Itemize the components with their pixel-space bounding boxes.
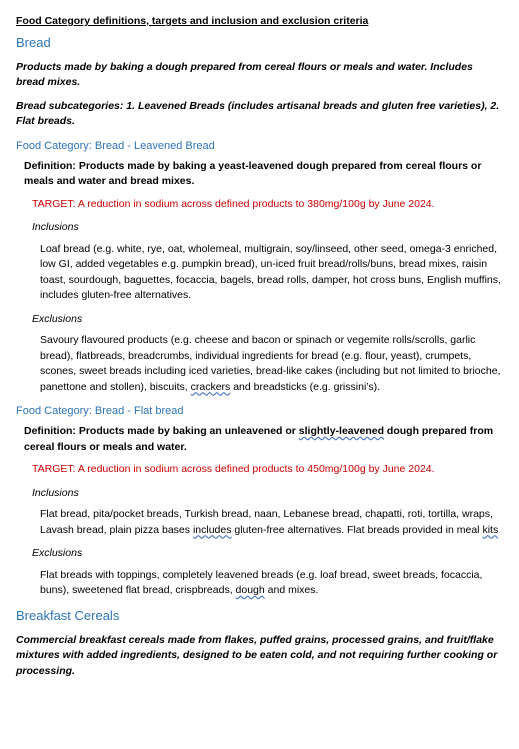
flat-definition — [24, 424, 501, 455]
leavened-target: TARGET: A reduction in sodium across defined products to 380mg/100g by June 2024. — [32, 197, 435, 210]
flat-definition-part-1: Definition: Products made by baking an unleavened or — [24, 425, 299, 437]
spellcheck-word-crackers[interactable]: crackers — [190, 380, 231, 393]
flat-exclusions-label: Exclusions — [32, 547, 83, 559]
flat-inclusions-part-2: gluten-free alternatives. Flat breads provided in meal — [231, 523, 483, 536]
flat-target: TARGET: A reduction in sodium across defined products to 450mg/100g by June 2024. — [32, 463, 435, 475]
bread-subcategories: Bread subcategories: 1. Leavened Breads (includes artisanal breads and gluten free varieties), 2. Flat breads. — [16, 99, 500, 127]
heading-bread: Bread — [16, 34, 51, 50]
spellcheck-word-slightly-leavened[interactable]: slightly-leavened — [298, 425, 384, 437]
leavened-exclusions-text — [40, 333, 501, 395]
flat-exclusions-part-1: Flat breads with toppings, completely leavened breads (e.g. loaf bread, sweet breads, focaccia, buns), sweetened flat bread, crispbreads, — [40, 568, 483, 596]
leavened-exclusions-label: Exclusions — [32, 312, 83, 325]
leavened-inclusions-label: Inclusions — [32, 221, 79, 233]
cereals-description: Commercial breakfast cereals made from flakes, puffed grains, processed grains, and fruit/flake mixtures with added ingredients, designed to be eaten cold, and not requiring further cooking or processing. — [16, 633, 498, 677]
flat-inclusions-label: Inclusions — [32, 486, 79, 499]
bread-description: Products made by baking a dough prepared from cereal flours or meals and water. Includes bread mixes. — [16, 60, 473, 88]
leavened-inclusions-text: Loaf bread (e.g. white, rye, oat, wholemeal, multigrain, soy/linseed, other seed, omega-3 enriched, low GI, added vegetables e.g. pumpkin bread), un-iced fruit bread/rolls/buns, bread mixes, raisin toast, sourdough, baguettes, focaccia, bagels, bread rolls, damper, hot cross buns, English muffins, includes gluten-free alternatives. — [40, 242, 501, 301]
spellcheck-word-kits[interactable]: kits — [482, 523, 499, 536]
flat-exclusions-part-2: and mixes. — [264, 584, 319, 596]
heading-breakfast-cereals: Breakfast Cereals — [16, 607, 120, 623]
flat-inclusions-part-1: Flat bread, pita/pocket breads, Turkish bread, naan, Lebanese bread, chapatti, roti, tortilla, wraps, Lavash bread, plain pizza bases — [40, 508, 493, 536]
flat-inclusions-text — [40, 507, 501, 538]
heading-flat-bread: Food Category: Bread - Flat bread — [16, 405, 184, 417]
document-title: Food Category definitions, targets and inclusion and exclusion criteria — [16, 15, 369, 27]
spellcheck-word-dough[interactable]: dough — [235, 584, 265, 596]
leavened-exclusions-part-1: Savoury flavoured products (e.g. cheese and bacon or spinach or vegemite rolls/scrolls, garlic bread), flatbreads, breadcrumbs, individual ingredients for bread (e.g. flour, yeast), crumpets, scones, sweet breads including iced varieties, bread-like cakes (including but not limited to brioche, panettone and stollen), biscuits, — [40, 334, 501, 393]
flat-exclusions-text — [40, 568, 501, 599]
flat-definition-part-2: dough prepared from cereal flours or meals and water. — [24, 425, 494, 453]
spellcheck-word-includes[interactable]: includes — [192, 523, 232, 536]
leavened-definition: Definition: Products made by baking a yeast-leavened dough prepared from cereal flours or meals and water and bread mixes. — [24, 159, 482, 187]
leavened-exclusions-part-2: and breadsticks (e.g. grissini’s). — [230, 380, 381, 393]
heading-leavened-bread: Food Category: Bread - Leavened Bread — [16, 139, 215, 152]
